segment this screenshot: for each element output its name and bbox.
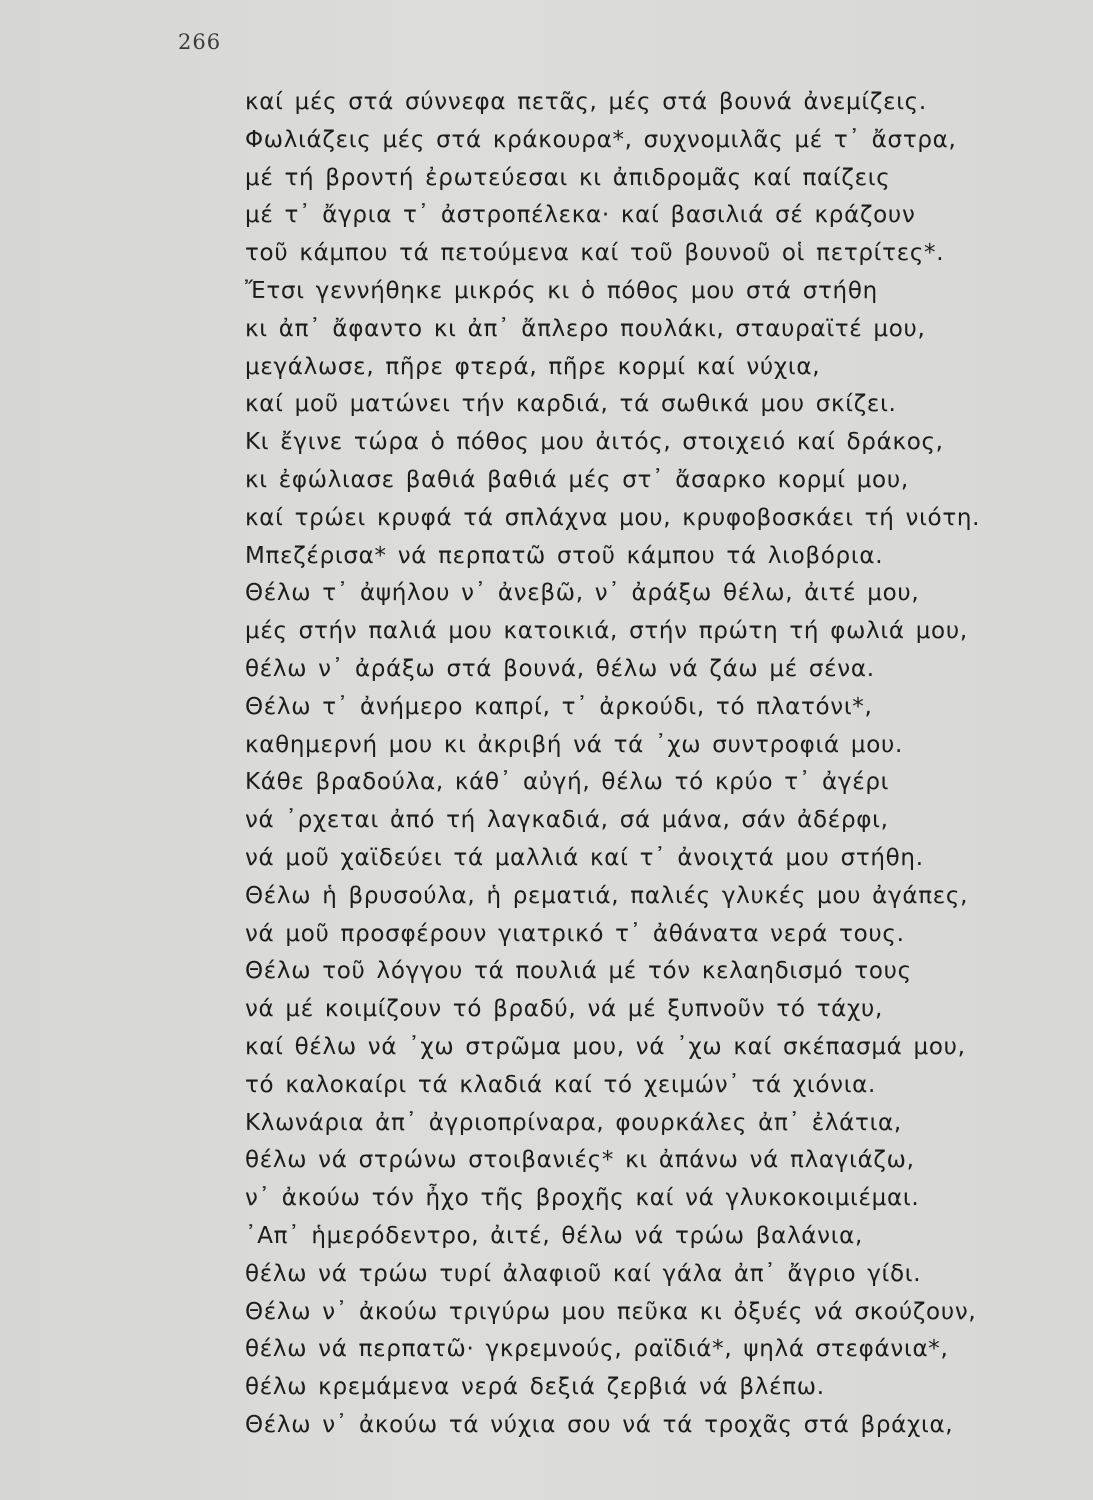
poem-line: ᾽Απ᾽ ἡμερόδεντρο, ἀιτέ, θέλω νά τρώω βαλάνια, [245, 1222, 864, 1249]
poem-line: ν᾽ ἀκούω τόν ἦχο τῆς βροχῆς καί νά γλυκοκοιμιέμαι. [245, 1185, 920, 1212]
poem-line: καί μοῦ ματώνει τήν καρδιά, τά σωθικά μου σκίζει. [245, 391, 897, 418]
poem-line: θέλω νά περπατῶ· γκρεμνούς, ραϊδιά*, ψηλά στεφάνια*, [245, 1336, 949, 1363]
poem-line: Κάθε βραδούλα, κάθ᾽ αὐγή, θέλω τό κρύο τ᾽ ἀγέρι [245, 769, 890, 796]
poem-line: κι ἀπ᾽ ἄφαντο κι ἀπ᾽ ἄπλερο πουλάκι, σταυραϊτέ μου, [245, 315, 926, 342]
poem-line: νά ᾽ρχεται ἀπό τή λαγκαδιά, σά μάνα, σάν ἀδέρφι, [245, 807, 889, 834]
poem-line: καί τρώει κρυφά τά σπλάχνα μου, κρυφοβοσκάει τή νιότη. [245, 504, 981, 531]
poem-line: καθημερνή μου κι ἀκριβή νά τά ᾽χω συντροφιά μου. [245, 731, 904, 758]
poem-line: τοῦ κάμπου τά πετούμενα καί τοῦ βουνοῦ οἱ πετρίτες*. [245, 240, 945, 267]
poem-line: Θέλω τ᾽ ἀνήμερο καπρί, τ᾽ ἀρκούδι, τό πλατόνι*, [245, 693, 873, 720]
poem-line: θέλω κρεμάμενα νερά δεξιά ζερβιά νά βλέπω. [245, 1374, 825, 1401]
poem-line: κι ἐφώλιασε βαθιά βαθιά μές στ᾽ ἄσαρκο κορμί μου, [245, 466, 909, 493]
poem-text [245, 84, 980, 1445]
poem-line: μεγάλωσε, πῆρε φτερά, πῆρε κορμί καί νύχια, [245, 353, 821, 380]
poem-line: Θέλω τοῦ λόγγου τά πουλιά μέ τόν κελαηδισμό τους [245, 958, 912, 985]
page-number: 266 [178, 30, 222, 54]
poem-line: θέλω νά τρώω τυρί ἀλαφιοῦ καί γάλα ἀπ᾽ ἄγριο γίδι. [245, 1260, 922, 1287]
poem-line: Κι ἔγινε τώρα ὁ πόθος μου ἀιτός, στοιχειό καί δράκος, [245, 429, 944, 456]
poem-line: θέλω ν᾽ ἀράξω στά βουνά, θέλω νά ζάω μέ σένα. [245, 655, 875, 682]
poem-line: Θέλω τ᾽ ἀψήλου ν᾽ ἀνεβῶ, ν᾽ ἀράξω θέλω, ἀιτέ μου, [245, 580, 920, 607]
poem-line: Ἔτσι γεννήθηκε μικρός κι ὁ πόθος μου στά στήθη [245, 277, 878, 304]
poem-line: θέλω νά στρώνω στοιβανιές* κι ἀπάνω νά πλαγιάζω, [245, 1147, 915, 1174]
poem-line: Φωλιάζεις μές στά κράκουρα*, συχνομιλᾶς μέ τ᾽ ἄστρα, [245, 126, 957, 153]
poem-line: νά μοῦ χαϊδεύει τά μαλλιά καί τ᾽ ἀνοιχτά μου στήθη. [245, 844, 924, 871]
poem-line: καί μές στά σύννεφα πετᾶς, μές στά βουνά ἀνεμίζεις. [245, 89, 927, 115]
poem-line: Θέλω ν᾽ ἀκούω τά νύχια σου νά τά τροχᾶς στά βράχια, [245, 1411, 954, 1438]
poem-line: Μπεζέρισα* νά περπατῶ στοῦ κάμπου τά λιοβόρια. [245, 542, 884, 569]
poem-line: καί θέλω νά ᾽χω στρῶμα μου, νά ᾽χω καί σκέπασμά μου, [245, 1033, 966, 1060]
poem-line: Κλωνάρια ἀπ᾽ ἀγριοπρίναρα, φουρκάλες ἀπ᾽ ἐλάτια, [245, 1109, 902, 1136]
poem-line: Θέλω ν᾽ ἀκούω τριγύρω μου πεῦκα κι ὀξυές νά σκούζουν, [245, 1298, 977, 1325]
poem-line: μέ τ᾽ ἄγρια τ᾽ ἀστροπέλεκα· καί βασιλιά σέ κράζουν [245, 202, 916, 229]
poem-line: νά μέ κοιμίζουν τό βραδύ, νά μέ ξυπνοῦν τό τάχυ, [245, 996, 884, 1023]
poem-line: νά μοῦ προσφέρουν γιατρικό τ᾽ ἀθάνατα νερά τους. [245, 920, 905, 947]
poem-line: μές στήν παλιά μου κατοικιά, στήν πρώτη τή φωλιά μου, [245, 618, 968, 645]
poem-line: τό καλοκαίρι τά κλαδιά καί τό χειμών᾽ τά χιόνια. [245, 1071, 877, 1098]
poem-line: μέ τή βροντή ἐρωτεύεσαι κι ἀπιδρομᾶς καί παίζεις [245, 164, 891, 191]
poem-line: Θέλω ἡ βρυσούλα, ἡ ρεματιά, παλιές γλυκές μου ἀγάπες, [245, 882, 969, 909]
